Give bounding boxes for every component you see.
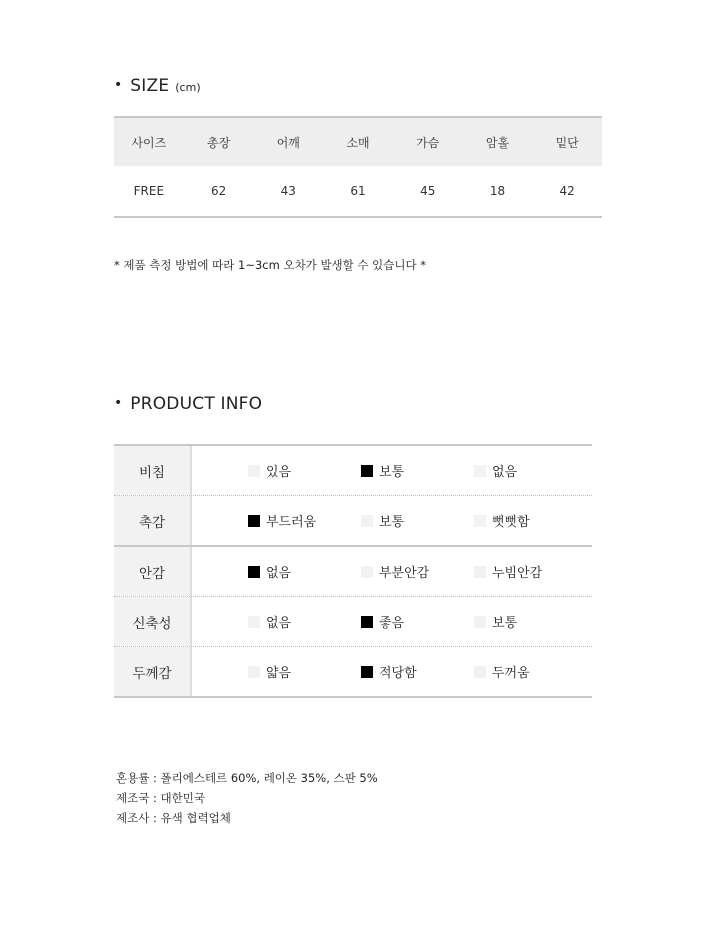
info-options	[192, 647, 592, 696]
option-label: 보통	[379, 515, 405, 530]
size-unit: (cm)	[175, 81, 201, 94]
info-options	[192, 496, 592, 545]
info-row-lining	[114, 547, 592, 596]
option-label: 없음	[492, 465, 518, 480]
size-table	[114, 116, 602, 218]
info-row-label: 촉감	[114, 496, 192, 545]
checkbox-icon	[474, 465, 486, 477]
bullet: •	[114, 395, 123, 411]
size-value-cell: 62	[210, 184, 227, 198]
size-header-cell: 총장	[206, 135, 231, 150]
info-option	[361, 446, 404, 495]
country-line: 제조국 : 대한민국	[116, 791, 205, 805]
info-row-stretch	[114, 596, 592, 646]
size-header-cell: 어깨	[276, 135, 300, 150]
composition-info	[116, 768, 378, 828]
checkbox-icon	[474, 666, 486, 678]
option-label: 보통	[379, 465, 405, 480]
checkbox-icon	[474, 515, 486, 527]
option-label: 두꺼움	[492, 666, 530, 681]
info-row-label: 신축성	[114, 597, 192, 646]
info-option	[474, 647, 530, 696]
option-label: 있음	[266, 465, 292, 480]
info-option	[474, 547, 542, 596]
info-option	[361, 647, 417, 696]
option-label: 적당함	[379, 666, 417, 681]
product-info-section-title	[114, 394, 262, 414]
info-option	[248, 597, 291, 646]
product-info-table	[114, 444, 592, 698]
product-info-title-text: PRODUCT INFO	[130, 394, 263, 414]
info-group	[114, 446, 592, 545]
checkbox-icon	[361, 465, 373, 477]
option-label: 없음	[266, 566, 292, 581]
info-option	[248, 446, 291, 495]
size-value-cell: 61	[350, 184, 366, 198]
checkbox-icon	[248, 566, 260, 578]
info-row-label: 비침	[114, 446, 192, 495]
checkbox-icon	[248, 465, 260, 477]
checkbox-icon	[361, 515, 373, 527]
size-header-cell: 밑단	[555, 135, 579, 150]
info-option	[474, 597, 517, 646]
info-options	[192, 597, 592, 646]
size-section-title	[114, 76, 201, 96]
info-option	[361, 547, 429, 596]
checkbox-icon	[361, 616, 373, 628]
checkbox-icon	[474, 616, 486, 628]
checkbox-icon	[361, 566, 373, 578]
info-row-thickness	[114, 646, 592, 696]
size-value-cell: 18	[489, 184, 506, 198]
info-row-label: 두께감	[114, 647, 192, 696]
option-label: 부드러움	[266, 515, 317, 530]
size-table-row	[114, 166, 602, 218]
size-header-cell: 사이즈	[131, 135, 167, 150]
size-header-cell: 가슴	[416, 135, 440, 150]
info-options	[192, 446, 592, 495]
measurement-note: * 제품 측정 방법에 따라 1~3cm 오차가 발생할 수 있습니다 *	[114, 258, 427, 272]
size-value-cell: 42	[559, 184, 575, 198]
size-title-text: SIZE	[130, 76, 170, 96]
checkbox-icon	[248, 515, 260, 527]
info-row-texture	[114, 495, 592, 545]
option-label: 보통	[492, 616, 518, 631]
size-header-cell: 암홀	[485, 135, 510, 150]
checkbox-icon	[474, 566, 486, 578]
info-option	[361, 496, 404, 545]
option-label: 없음	[266, 616, 292, 631]
info-option	[248, 647, 291, 696]
option-label: 누빔안감	[492, 566, 543, 581]
option-label: 부분안감	[379, 566, 430, 581]
checkbox-icon	[361, 666, 373, 678]
size-value-cell: FREE	[133, 184, 165, 198]
info-option	[248, 547, 291, 596]
option-label: 좋음	[379, 616, 405, 631]
option-label: 뻣뻣함	[492, 515, 530, 530]
info-row-label: 안감	[114, 547, 192, 596]
info-option	[474, 446, 517, 495]
bullet: •	[114, 77, 123, 93]
info-option	[474, 496, 530, 545]
size-table-header	[114, 116, 602, 166]
info-option	[248, 496, 316, 545]
info-row-sheerness	[114, 446, 592, 495]
size-value-cell: 43	[280, 184, 296, 198]
checkbox-icon	[248, 616, 260, 628]
option-label: 얇음	[266, 666, 292, 681]
info-options	[192, 547, 592, 596]
maker-line: 제조사 : 유색 협력업체	[116, 811, 231, 825]
info-group	[114, 545, 592, 696]
size-header-cell: 소매	[346, 135, 370, 150]
material-line: 혼용률 : 폴리에스테르 60%, 레이온 35%, 스판 5%	[116, 771, 378, 785]
size-value-cell: 45	[420, 184, 436, 198]
info-option	[361, 597, 404, 646]
checkbox-icon	[248, 666, 260, 678]
